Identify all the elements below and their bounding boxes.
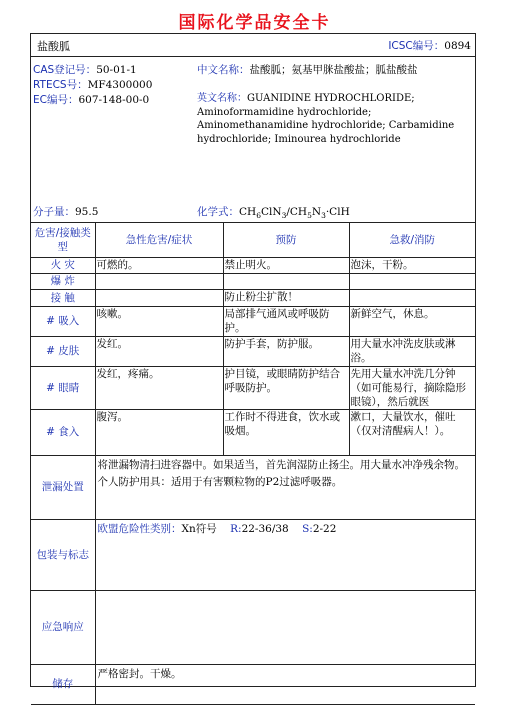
cn-label: 中文名称： <box>197 64 250 76</box>
chemical-formula <box>197 205 350 219</box>
table-row <box>31 409 475 455</box>
formula-label: 化学式： <box>197 206 239 218</box>
inhalation-prevention: 局部排气通风或呼吸防护。 <box>223 306 349 336</box>
row-label-inhalation: # 吸入 <box>31 306 95 336</box>
en-value: GUANIDINE HYDROCHLORIDE; Aminoformamidine hydrochloride; Aminomethanamidine hydrochloride; Carbamidine hydrochloride; Iminourea hydrochloride <box>197 93 455 145</box>
identification-section <box>31 57 475 223</box>
row-label-emergency: 应急响应 <box>31 590 95 664</box>
row-label-fire: 火 灾 <box>31 257 95 273</box>
ingestion-hazard: 腹泻。 <box>95 409 223 455</box>
storage-text: 严格密封。干燥。 <box>95 664 475 704</box>
mw-label: 分子量： <box>33 206 75 218</box>
cas-label: CAS登记号： <box>33 64 97 76</box>
ec-number <box>33 93 149 107</box>
ingestion-prevention: 工作时不得进食，饮水或吸烟。 <box>223 409 349 455</box>
eu-class-label: 欧盟危险性类别： <box>97 522 182 535</box>
ingestion-aid: 漱口，大量饮水，催吐（仅对清醒病人！）。 <box>349 409 475 455</box>
en-label: 英文名称： <box>197 93 247 104</box>
table-header-row <box>31 223 475 257</box>
formula-part: N <box>311 206 322 218</box>
table-row <box>31 306 475 336</box>
spill-text: 将泄漏物清扫进容器中。如果适当，首先润湿防止扬尘。用大量水冲净残余物。个人防护用具：适用于有害颗粒物的P2过滤呼吸器。 <box>95 455 475 519</box>
col-header-type: 危害/接触类型 <box>31 223 95 257</box>
safety-card <box>30 33 476 690</box>
table-row <box>31 366 475 409</box>
icsc-value: 0894 <box>444 40 471 52</box>
formula-sub: 3 <box>321 211 326 220</box>
r-value: 22-36/38 <box>241 522 289 535</box>
r-label: R: <box>230 522 242 535</box>
table-row <box>31 273 475 289</box>
fire-hazard: 可燃的。 <box>95 257 223 273</box>
explosion-aid <box>349 273 475 289</box>
formula-part: ·ClH <box>325 206 350 218</box>
formula-part: ClN <box>260 206 282 218</box>
col-header-prevention: 预防 <box>223 223 349 257</box>
table-row <box>31 590 475 664</box>
skin-prevention: 防护手套，防护服。 <box>223 336 349 366</box>
table-row <box>31 664 475 704</box>
hazard-table <box>31 223 475 705</box>
exposure-prevention: 防止粉尘扩散！ <box>223 289 349 306</box>
col-header-hazard: 急性危害/症状 <box>95 223 223 257</box>
table-row <box>31 519 475 590</box>
skin-aid: 用大量水冲洗皮肤或淋浴。 <box>349 336 475 366</box>
exposure-aid <box>349 289 475 306</box>
formula-sub: 6 <box>256 211 261 220</box>
ec-label: EC编号： <box>33 94 79 106</box>
row-label-skin: # 皮肤 <box>31 336 95 366</box>
eyes-hazard: 发红，疼痛。 <box>95 366 223 409</box>
row-label-exposure: 接 触 <box>31 289 95 306</box>
formula-sub: 5 <box>307 211 312 220</box>
inhalation-hazard: 咳嗽。 <box>95 306 223 336</box>
eu-symbol: Xn符号 <box>181 522 217 535</box>
fire-aid: 泡沫，干粉。 <box>349 257 475 273</box>
s-value: 2-22 <box>312 522 337 535</box>
row-label-eyes: # 眼睛 <box>31 366 95 409</box>
card-header <box>31 34 475 57</box>
cn-value: 盐酸胍；氨基甲脒盐酸盐；胍盐酸盐 <box>249 64 418 76</box>
skin-hazard: 发红。 <box>95 336 223 366</box>
cas-value: 50-01-1 <box>96 64 137 76</box>
table-row <box>31 257 475 273</box>
chemical-name: 盐酸胍 <box>37 40 70 53</box>
rtecs-value: MF4300000 <box>87 79 153 91</box>
fire-prevention: 禁止明火。 <box>223 257 349 273</box>
formula-part: CH <box>239 206 257 218</box>
mw-value: 95.5 <box>75 206 99 218</box>
row-label-storage: 储存 <box>31 664 95 704</box>
s-label: S: <box>302 522 313 535</box>
molecular-weight <box>33 205 98 219</box>
explosion-hazard <box>95 273 223 289</box>
table-row <box>31 336 475 366</box>
ec-value: 607-148-00-0 <box>78 94 150 106</box>
exposure-hazard <box>95 289 223 306</box>
row-label-spill: 泄漏处置 <box>31 455 95 519</box>
eyes-prevention: 护目镜，或眼睛防护结合呼吸防护。 <box>223 366 349 409</box>
emergency-cell <box>95 590 475 664</box>
row-label-packaging: 包装与标志 <box>31 519 95 590</box>
inhalation-aid: 新鲜空气，休息。 <box>349 306 475 336</box>
icsc-label: ICSC编号： <box>388 40 445 52</box>
eyes-aid: 先用大量水冲洗几分钟（如可能易行，摘除隐形眼镜），然后就医 <box>349 366 475 409</box>
icsc-number <box>388 38 471 53</box>
rtecs-label: RTECS号： <box>33 79 88 91</box>
formula-part: /CH <box>286 206 308 218</box>
formula-sub: 3 <box>281 211 287 220</box>
english-name <box>197 92 467 146</box>
cas-number <box>33 63 137 77</box>
packaging-cell <box>95 519 475 590</box>
explosion-prevention <box>223 273 349 289</box>
col-header-first-aid: 急救/消防 <box>349 223 475 257</box>
row-label-ingestion: # 食入 <box>31 409 95 455</box>
row-label-explosion: 爆 炸 <box>31 273 95 289</box>
rtecs-number <box>33 78 152 92</box>
table-row <box>31 455 475 519</box>
table-row <box>31 289 475 306</box>
card-title: 国际化学品安全卡 <box>178 13 331 33</box>
chinese-name <box>197 63 418 77</box>
